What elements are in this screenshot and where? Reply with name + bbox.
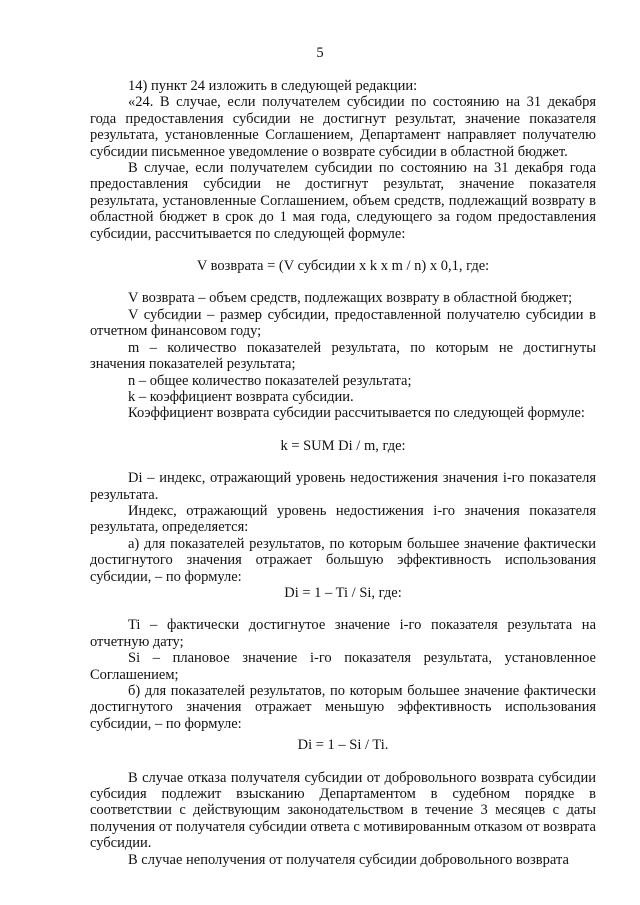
refund-volume-paragraph: В случае, если получателем субсидии по состоянию на 31 декабря года предоставления субсидии не достигнут результат, значение показателя результата, установленные Соглашением, объем средств, подлежащий возврату в областной бюджет в срок до 1 мая года, следующего за годом предоставления субсидии, рассчитывается по следующей формуле: (90, 160, 596, 242)
definition-si: Si – плановое значение i-го показателя результата, установленное Соглашением; (90, 650, 596, 683)
definition-v-return: V возврата – объем средств, подлежащих возврату в областной бюджет; (128, 290, 573, 307)
coefficient-intro: Коэффициент возврата субсидии рассчитывается по следующей формуле: (128, 405, 585, 422)
non-receipt-paragraph: В случае неполучения от получателя субсидии добровольного возврата (128, 851, 569, 868)
amendment-intro: 14) пункт 24 изложить в следующей редакции: (128, 78, 418, 94)
definition-m: m – количество показателей результата, по которым не достигнуты значения показателей результата; (90, 339, 596, 373)
document-body (90, 78, 596, 868)
refund-formula: V возврата = (V субсидии x k x m / n) x 0,1, где: (196, 258, 490, 275)
index-formula-a: Di = 1 – Ti / Si, где: (284, 584, 402, 601)
index-intro: Индекс, отражающий уровень недостижения i-го значения показателя результата, определяется: (90, 502, 596, 536)
definition-di: Di – индекс, отражающий уровень недостижения значения i-го показателя результата. (90, 470, 596, 503)
page-number: 5 (316, 45, 324, 61)
refusal-paragraph: В случае отказа получателя субсидии от добровольного возврата субсидии субсидия подлежит взысканию Департаментом в судебном порядке в соответствии с действующим законодательством в течение 3 месяцев с даты получения от получателя субсидии ответа с мотивированным отказом от возврата субсидии. (90, 769, 596, 852)
index-formula-b: Di = 1 – Si / Ti. (297, 737, 389, 754)
clause-24-paragraph: «24. В случае, если получателем субсидии по состоянию на 31 декабря года предоставления субсидии не достигнут результат, значение показателя результата, установленные Соглашением, Департамент направляет получателю субсидии письменное уведомление о возврате субсидии в областной бюджет. (90, 94, 596, 160)
coefficient-formula: k = SUM Di / m, где: (280, 437, 406, 454)
definition-n: n – общее количество показателей результата; (128, 372, 412, 389)
definition-v-subsidy: V субсидии – размер субсидии, предоставленной получателю субсидии в отчетном финансовом году; (90, 306, 596, 340)
case-a-paragraph: а) для показателей результатов, по которым большее значение фактически достигнутого значения отражает большую эффективность использования субсидии, – по формуле: (90, 535, 596, 585)
definition-k: k – коэффициент возврата субсидии. (128, 388, 354, 405)
case-b-paragraph: б) для показателей результатов, по которым большее значение фактически достигнутого значения отражает меньшую эффективность использования субсидии, – по формуле: (90, 683, 596, 732)
definition-ti: Ti – фактически достигнутое значение i-го показателя результата на отчетную дату; (90, 617, 596, 650)
